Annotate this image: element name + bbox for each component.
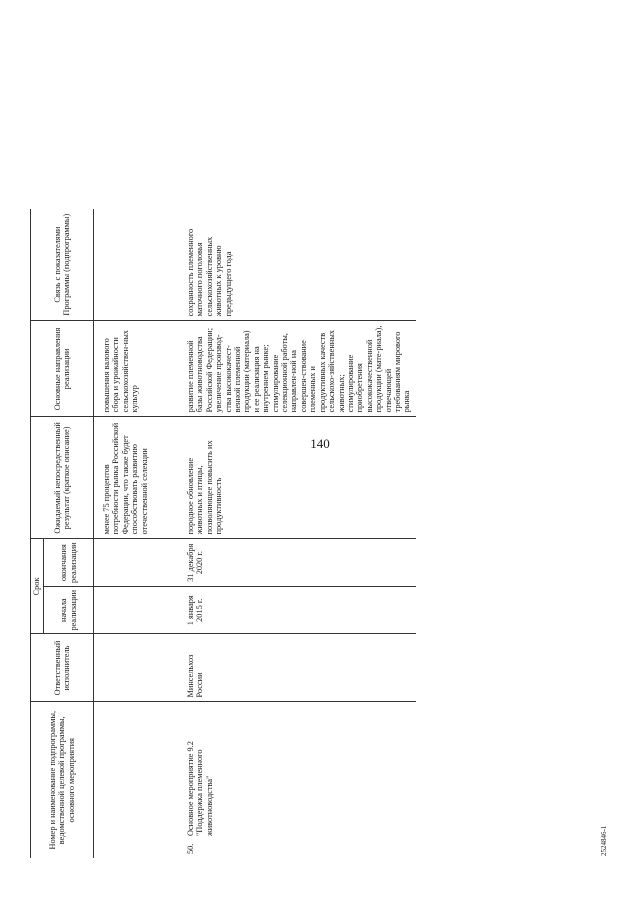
program-cell — [98, 702, 182, 858]
executor-cell: Минсельхоз России — [182, 634, 416, 702]
executor-cell — [98, 634, 182, 702]
header-term-start: начала реализации — [44, 586, 94, 634]
header-term: Срок — [31, 539, 44, 634]
row-number: 50. — [186, 843, 195, 854]
header-term-end: окончания реализации — [44, 539, 94, 587]
table-header — [31, 209, 94, 858]
link-cell: сохранность племенного маточного поголовья сельскохозяйственных животных к уровню предыдущего года — [182, 209, 416, 321]
header-program: Номер и наименование подпрограммы, ведомственной целевой программы, основного мероприятия — [31, 702, 94, 858]
footer-stamp: 2524846-1 — [600, 825, 608, 856]
table-row — [182, 209, 416, 858]
directions-cell: развитие племенной базы животноводства Российской Федерации; увеличение производ-ства высококачест-венной племенной продукции (материала) и ее реализация на внутреннем рынке; стимулирование селекционной работы, направлен-ной на совершен-ствование племенных и продуктивных качеств сельскохо-зяйственных животных; стимулирование приобретения высококачественной продукции (мате-риала), отвечающей требованиям мирового рынка — [182, 321, 416, 417]
rotated-page-content — [30, 28, 630, 858]
end-cell — [98, 539, 182, 587]
result-cell: менее 75 процентов потребности рынка Российской Федерации, что также будет способствовать развитию отечественной селекции — [98, 417, 182, 539]
program-cell — [182, 702, 416, 858]
start-cell: 1 января 2015 г. — [182, 586, 416, 634]
header-executor: Ответственный исполнитель — [31, 634, 94, 702]
header-link: Связь с показателями Программы (подпрограммы) — [31, 209, 94, 321]
start-cell — [98, 586, 182, 634]
page-number: 140 — [310, 436, 330, 451]
result-cell: породное обновление животных и птицы, позволяющее повысить их продуктивность — [182, 417, 416, 539]
link-cell — [98, 209, 182, 321]
table-row — [98, 209, 182, 858]
end-cell: 31 декабря 2020 г. — [182, 539, 416, 587]
program-name: Основное мероприятие 9.2 "Поддержка племенного животноводства" — [186, 741, 214, 836]
directions-cell: повышения валового сбора и урожайности сельскохозяйствен-ных культур — [98, 321, 182, 417]
header-directions: Основные направления реализации — [31, 321, 94, 417]
header-result: Ожидаемый непосредственный результат (краткое описание) — [31, 417, 94, 539]
program-table — [30, 209, 416, 858]
